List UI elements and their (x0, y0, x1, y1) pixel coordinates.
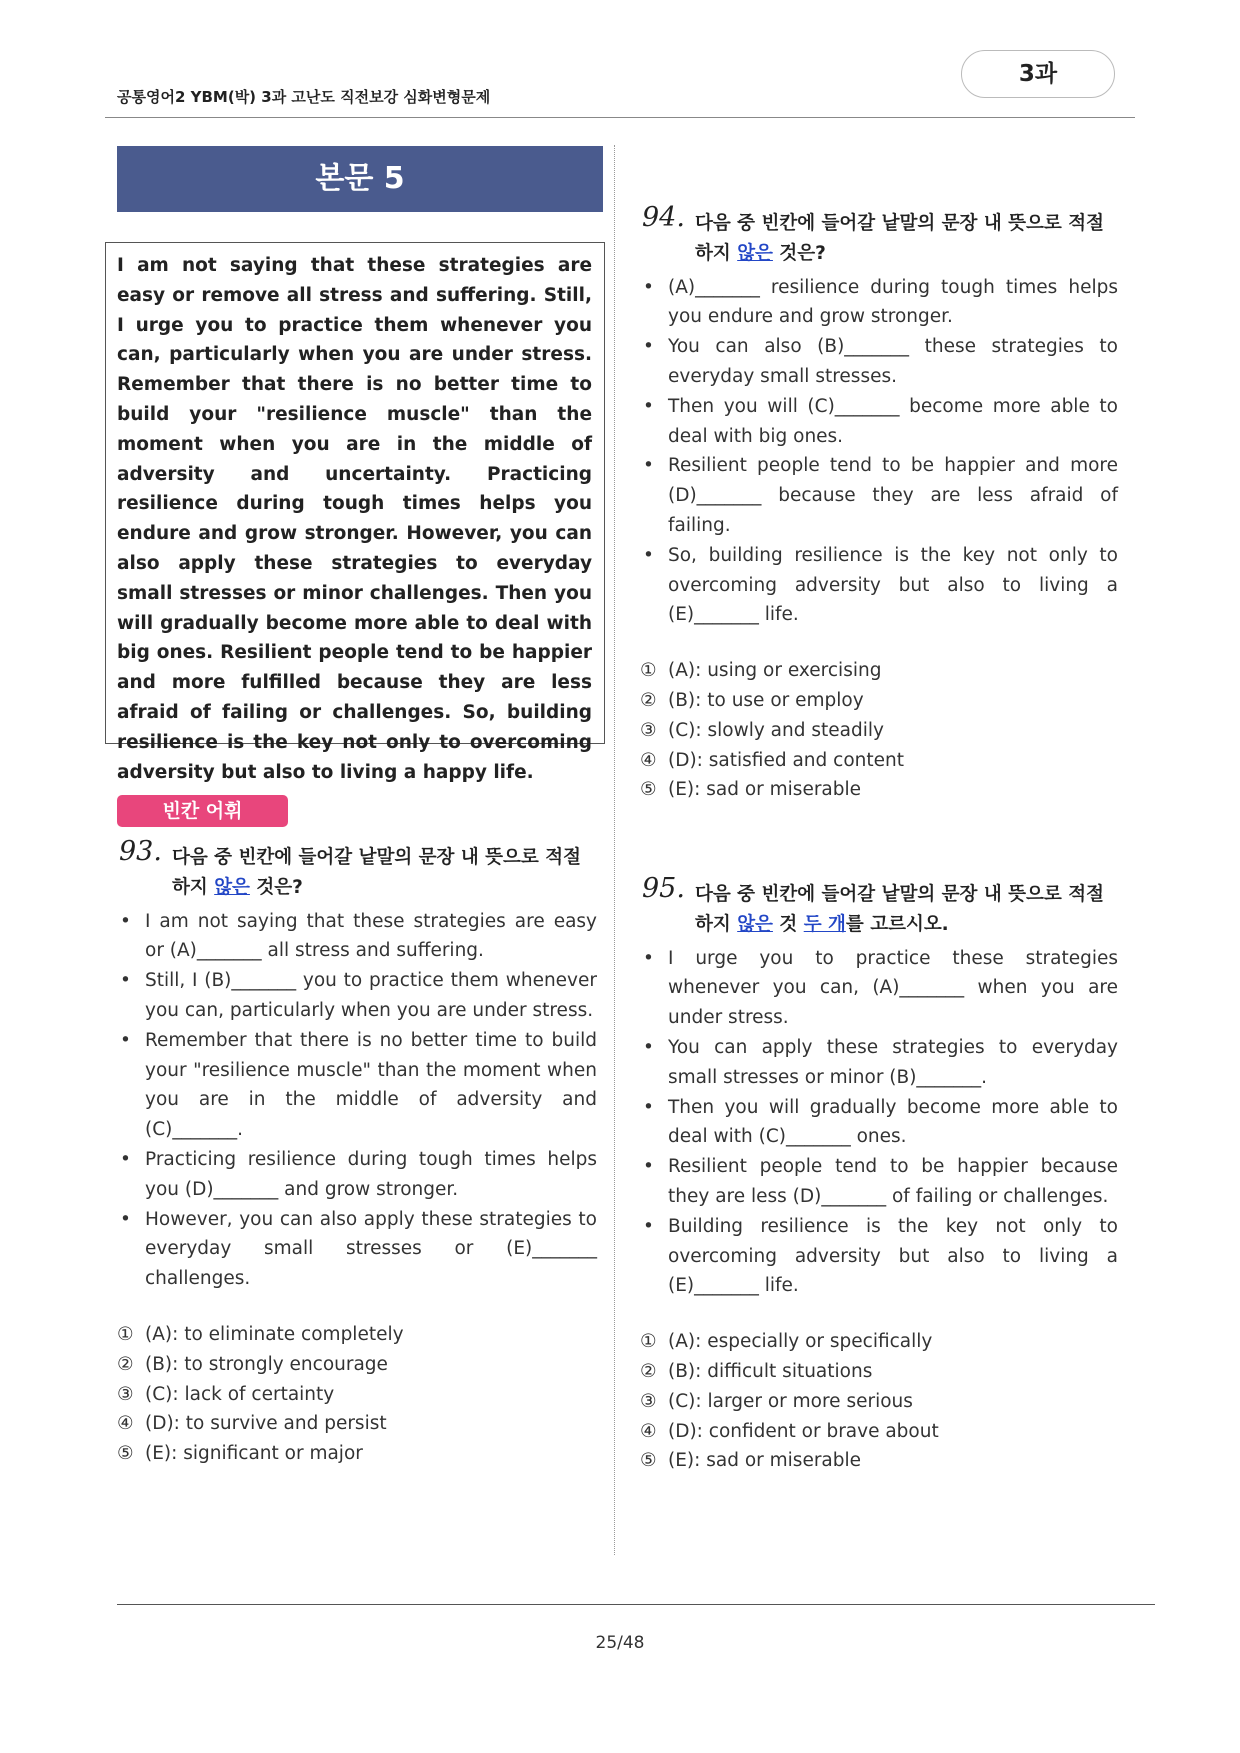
question-number: 94. (642, 202, 685, 233)
page-number: 25/48 (595, 1633, 645, 1653)
sentence-item: • Resilient people tend to be happier because they are less (D)_______ of failing or challenges. (643, 1156, 1118, 1207)
header-divider (105, 117, 1135, 118)
sentence-item: • (A)_______ resilience during tough times helps you endure and grow stronger. (643, 276, 1118, 328)
sentence-item: • Building resilience is the key not only to overcoming adversity but also to living a (E)_______ life. (643, 1215, 1118, 1297)
answer-choice[interactable]: ⑤ (E): sad or miserable (640, 1450, 862, 1472)
question-93-prompt: 93. 다음 중 빈칸에 들어갈 낱말의 문장 내 뜻으로 적절하지 않은 것은? (119, 836, 581, 898)
sentence-item: • However, you can also apply these strategies to everyday small stresses or (E)_______ challenges. (120, 1208, 597, 1290)
emphasis-not: 않은 (737, 242, 773, 264)
sentence-item: • So, building resilience is the key not only to overcoming adversity but also to living a (E)_______ life. (643, 544, 1118, 626)
sentence-item: • Then you will (C)_______ become more able to deal with big ones. (643, 395, 1118, 447)
question-95-sentences (640, 944, 1118, 1302)
answer-choice[interactable]: ② (B): to use or employ (640, 689, 864, 711)
footer-divider (117, 1604, 1155, 1605)
answer-choice[interactable]: ④ (D): confident or brave about (640, 1420, 939, 1442)
question-94-choices (640, 656, 1118, 805)
document-title: 공통영어2 YBM(박) 3과 고난도 직전보강 심화변형문제 (117, 88, 491, 106)
question-94-prompt: 94. 다음 중 빈칸에 들어갈 낱말의 문장 내 뜻으로 적절하지 않은 것은? (642, 202, 1104, 264)
answer-choice[interactable]: ① (A): especially or specifically (640, 1331, 933, 1353)
sentence-item: • Then you will gradually become more able to deal with (C)_______ ones. (643, 1096, 1118, 1148)
category-tag: 빈칸 어휘 (117, 795, 288, 827)
sentence-item: • Still, I (B)_______ you to practice them whenever you can, particularly when you are under stress. (120, 970, 597, 1021)
passage-text: I am not saying that these strategies are easy or remove all stress and suffering. Still, I urge you to practice them whenever you can, particularly when you are under stress. Remember that there is no better time to build your "resilience muscle" than the moment when you are in the middle of adversity and uncertainty. Practicing resilience during tough times helps you endure and grow stronger. However, you can also apply these strategies to everyday small stresses or minor challenges. Then you will gradually become more able to deal with big ones. Resilient people tend to be happier and more fulfilled because they are less afraid of failing or challenges. So, building resilience is the key not only to overcoming adversity but also to living a happy life. (117, 255, 592, 783)
answer-choice[interactable]: ① (A): using or exercising (640, 660, 882, 682)
emphasis-not: 않은 (214, 876, 250, 898)
question-93 (117, 836, 597, 1469)
question-95-prompt: 95. 다음 중 빈칸에 들어갈 낱말의 문장 내 뜻으로 적절하지 않은 것 두 개를 고르시오. (642, 873, 1104, 935)
answer-choice[interactable]: ③ (C): lack of certainty (117, 1383, 335, 1405)
sentence-item: • Resilient people tend to be happier and more (D)_______ because they are less afraid of failing. (643, 455, 1118, 536)
answer-choice[interactable]: ② (B): to strongly encourage (117, 1353, 388, 1375)
sentence-item: • You can apply these strategies to everyday small stresses or minor (B)_______. (643, 1036, 1118, 1088)
sentence-item: • I am not saying that these strategies are easy or (A)_______ all stress and suffering. (120, 910, 597, 962)
question-number: 95. (642, 873, 685, 904)
passage-box (105, 242, 605, 783)
sentence-item: • Remember that there is no better time to build your "resilience muscle" than the moment when you are in the middle of adversity and (C)_______. (120, 1029, 597, 1141)
answer-choice[interactable]: ④ (D): satisfied and content (640, 749, 904, 771)
section-title: 본문 5 (117, 146, 603, 212)
answer-choice[interactable]: ⑤ (E): significant or major (117, 1443, 363, 1465)
lesson-badge: 3과 (961, 50, 1115, 98)
sentence-item: • Practicing resilience during tough times helps you (D)_______ and grow stronger. (120, 1148, 597, 1200)
sentence-item: • I urge you to practice these strategies whenever you can, (A)_______ when you are under stress. (643, 947, 1118, 1029)
answer-choice[interactable]: ④ (D): to survive and persist (117, 1413, 387, 1435)
emphasis-two: 두 개 (803, 913, 846, 935)
sentence-item: • You can also (B)_______ these strategies to everyday small stresses. (643, 336, 1118, 387)
question-number: 93. (119, 836, 162, 867)
answer-choice[interactable]: ⑤ (E): sad or miserable (640, 779, 862, 801)
column-divider (614, 145, 615, 1555)
answer-choice[interactable]: ③ (C): slowly and steadily (640, 719, 884, 741)
question-94-sentences (640, 273, 1118, 631)
answer-choice[interactable]: ② (B): difficult situations (640, 1360, 873, 1382)
question-93-sentences (117, 907, 597, 1294)
question-95-choices (640, 1327, 1118, 1476)
question-94 (640, 202, 1118, 805)
emphasis-not: 않은 (737, 913, 773, 935)
question-93-choices (117, 1320, 597, 1469)
question-95 (640, 873, 1118, 1476)
answer-choice[interactable]: ① (A): to eliminate completely (117, 1323, 404, 1345)
answer-choice[interactable]: ③ (C): larger or more serious (640, 1390, 913, 1412)
